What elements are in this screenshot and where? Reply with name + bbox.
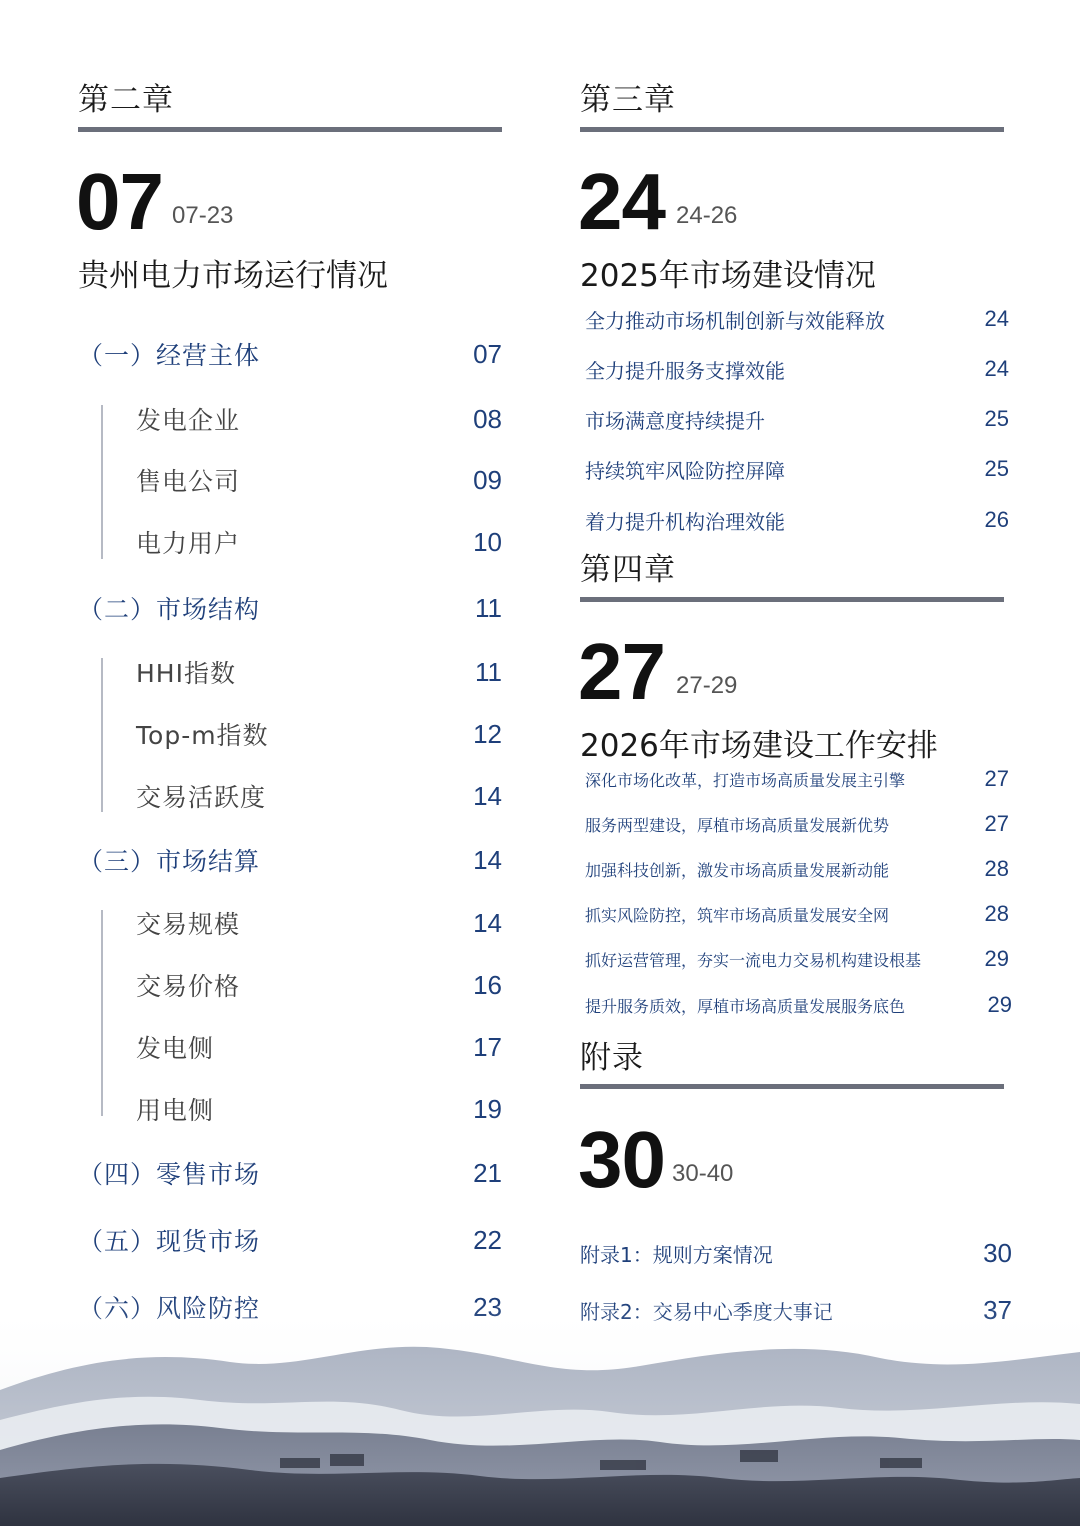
chapter-3-start-page: 24 — [578, 157, 665, 246]
toc-item[interactable] — [585, 942, 1009, 976]
toc-item-title: 附录1：规则方案情况 — [580, 1242, 773, 1267]
toc-subsection[interactable] — [136, 965, 502, 1005]
toc-item-title: 着力提升机构治理效能 — [585, 509, 785, 534]
toc-subsection-title: 发电企业 — [136, 406, 241, 435]
chapter-4-rule — [580, 597, 1004, 602]
toc-subsection-title: 发电侧 — [136, 1034, 215, 1063]
toc-page-number: 12 — [473, 718, 502, 749]
toc-item[interactable] — [585, 988, 1012, 1022]
toc-page-number: 21 — [473, 1157, 502, 1188]
toc-item[interactable] — [585, 402, 1009, 436]
toc-item-title: 深化市场化改革，打造市场高质量发展主引擎 — [585, 770, 906, 790]
toc-item[interactable] — [585, 897, 1009, 931]
toc-item[interactable] — [580, 1236, 1012, 1270]
toc-item-title: 服务两型建设，厚植市场高质量发展新优势 — [585, 815, 890, 835]
toc-item[interactable] — [585, 452, 1009, 486]
toc-section-title: （一）经营主体 — [78, 341, 261, 370]
toc-item[interactable] — [585, 302, 1009, 336]
toc-page-number: 14 — [473, 844, 502, 875]
toc-page-number: 27 — [984, 766, 1009, 791]
toc-subsection-title: HHI指数 — [136, 659, 236, 688]
toc-subsection-title: 交易规模 — [136, 910, 241, 939]
section-1-indent-bar — [101, 405, 103, 559]
toc-page-number: 24 — [984, 356, 1009, 381]
toc-section-1[interactable] — [78, 334, 502, 374]
toc-subsection[interactable] — [136, 652, 502, 692]
toc-section-title: （五）现货市场 — [78, 1227, 261, 1256]
chapter-3-label: 第三章 — [580, 82, 676, 118]
toc-page-number: 28 — [984, 856, 1009, 881]
toc-section-4[interactable] — [78, 1153, 502, 1193]
appendix-start-page: 30 — [578, 1115, 665, 1204]
toc-item[interactable] — [585, 852, 1009, 886]
toc-subsection[interactable] — [136, 776, 502, 816]
chapter-4-label: 第四章 — [580, 552, 676, 588]
toc-item-title: 持续筑牢风险防控屏障 — [585, 458, 785, 483]
chapter-4-page-range: 27-29 — [676, 672, 738, 699]
toc-subsection-title: 交易活跃度 — [136, 783, 267, 812]
chapter-2-title: 贵州电力市场运行情况 — [78, 258, 388, 294]
toc-page-number: 11 — [475, 592, 502, 623]
toc-item-title: 全力提升服务支撑效能 — [585, 358, 785, 383]
toc-item-title: 抓实风险防控，筑牢市场高质量发展安全网 — [585, 905, 890, 925]
toc-page-number: 16 — [473, 969, 502, 1000]
toc-section-3[interactable] — [78, 840, 502, 880]
toc-subsection[interactable] — [136, 460, 502, 500]
toc-item-title: 全力推动市场机制创新与效能释放 — [585, 308, 885, 333]
toc-item[interactable] — [585, 503, 1009, 537]
chapter-2-rule — [78, 127, 502, 132]
toc-subsection-title: 用电侧 — [136, 1096, 215, 1125]
chapter-2-start-page: 07 — [76, 157, 163, 246]
toc-page-number: 27 — [984, 811, 1009, 836]
toc-subsection-title: Top-m指数 — [136, 721, 269, 750]
toc-page-number: 25 — [984, 406, 1009, 431]
toc-page-number: 08 — [473, 403, 502, 434]
chapter-2-label: 第二章 — [78, 82, 174, 118]
chapter-3-page-range: 24-26 — [676, 202, 738, 229]
toc-subsection-title: 交易价格 — [136, 972, 241, 1001]
toc-item[interactable] — [585, 762, 1009, 796]
toc-page-number: 14 — [473, 780, 502, 811]
toc-subsection[interactable] — [136, 399, 502, 439]
chapter-4-start-page: 27 — [578, 627, 665, 716]
toc-item[interactable] — [585, 807, 1009, 841]
toc-page-number: 29 — [987, 992, 1012, 1017]
toc-page-number: 24 — [984, 306, 1009, 331]
toc-subsection[interactable] — [136, 1089, 502, 1129]
toc-page-number: 22 — [473, 1224, 502, 1255]
toc-page-number: 25 — [984, 456, 1009, 481]
toc-section-2[interactable] — [78, 588, 502, 628]
appendix-label: 附录 — [580, 1040, 644, 1076]
toc-page-number: 29 — [984, 946, 1009, 971]
toc-page-number: 19 — [473, 1093, 502, 1124]
toc-subsection[interactable] — [136, 1027, 502, 1067]
toc-page-number: 28 — [984, 901, 1009, 926]
toc-page-number: 11 — [475, 656, 502, 687]
appendix-page-range: 30-40 — [672, 1160, 734, 1187]
chapter-2-page-range: 07-23 — [172, 202, 234, 229]
toc-subsection-title: 电力用户 — [136, 529, 241, 558]
chapter-3-rule — [580, 127, 1004, 132]
toc-page-number: 10 — [473, 526, 502, 557]
toc-page-number: 17 — [473, 1031, 502, 1062]
section-3-indent-bar — [101, 910, 103, 1116]
toc-subsection[interactable] — [136, 903, 502, 943]
toc-page-number: 30 — [983, 1237, 1012, 1268]
toc-item-title: 加强科技创新，激发市场高质量发展新动能 — [585, 860, 890, 880]
section-2-indent-bar — [101, 658, 103, 812]
toc-page-number: 26 — [984, 507, 1009, 532]
toc-subsection[interactable] — [136, 522, 502, 562]
toc-item-title: 提升服务质效，厚植市场高质量发展服务底色 — [585, 996, 906, 1016]
appendix-rule — [580, 1084, 1004, 1089]
toc-item-title: 抓好运营管理，夯实一流电力交易机构建设根基 — [585, 950, 922, 970]
toc-page-number: 14 — [473, 907, 502, 938]
toc-page-number: 09 — [473, 464, 502, 495]
toc-page-number: 07 — [473, 338, 502, 369]
mountain-landscape-image — [0, 1300, 1080, 1526]
toc-subsection[interactable] — [136, 714, 502, 754]
toc-section-title: （四）零售市场 — [78, 1160, 261, 1189]
toc-section-title: （二）市场结构 — [78, 595, 261, 624]
chapter-3-title: 2025年市场建设情况 — [580, 258, 876, 294]
toc-section-5[interactable] — [78, 1220, 502, 1260]
toc-item[interactable] — [585, 352, 1009, 386]
toc-section-title: （三）市场结算 — [78, 847, 261, 876]
toc-subsection-title: 售电公司 — [136, 467, 241, 496]
toc-item-title: 市场满意度持续提升 — [585, 408, 765, 433]
chapter-4-title: 2026年市场建设工作安排 — [580, 728, 938, 764]
